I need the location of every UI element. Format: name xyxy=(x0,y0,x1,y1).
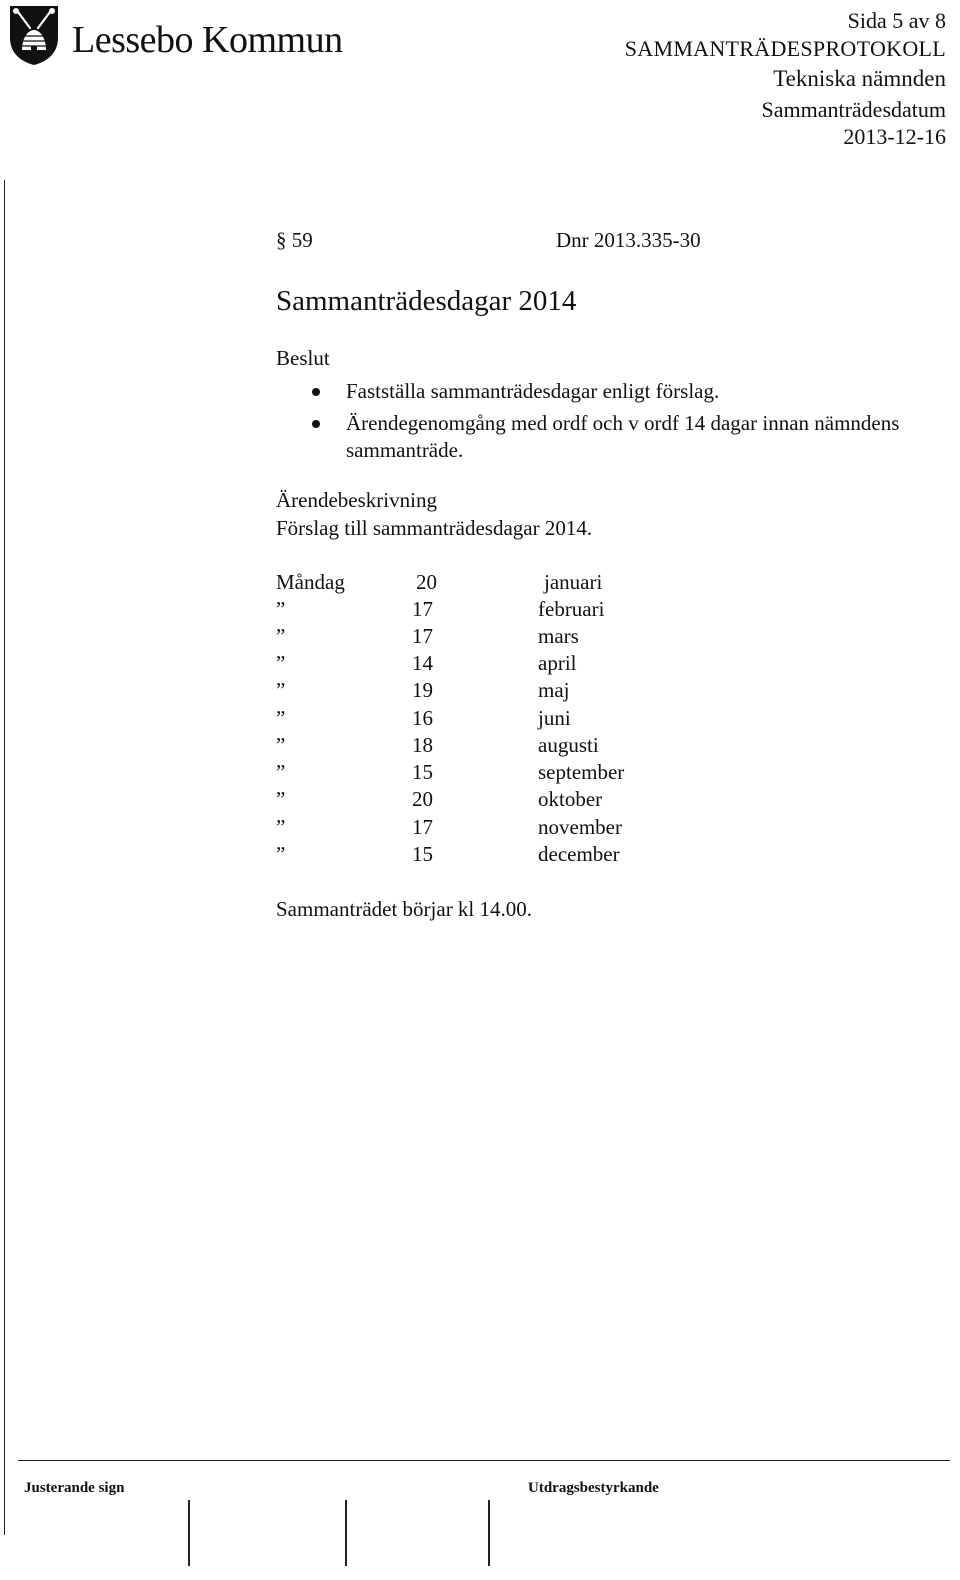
schedule-date: 19 xyxy=(412,678,433,702)
schedule-month: mars xyxy=(538,624,579,648)
schedule-month: april xyxy=(538,651,577,675)
paragraph-mark: § xyxy=(276,228,287,252)
signature-divider xyxy=(488,1500,490,1566)
schedule-date: 20 xyxy=(416,570,437,594)
schedule-month: december xyxy=(538,842,620,866)
schedule-day: ” xyxy=(276,787,286,811)
schedule-month: oktober xyxy=(538,787,603,811)
schedule-day: ” xyxy=(276,842,286,866)
decision-list xyxy=(276,378,936,464)
schedule-day: ” xyxy=(276,624,286,648)
signature-divider xyxy=(345,1500,347,1566)
schedule-day: ” xyxy=(276,597,286,621)
schedule-row xyxy=(276,570,696,597)
footer-divider xyxy=(18,1460,950,1461)
logo-text: Lessebo Kommun xyxy=(72,19,343,61)
schedule-month: juni xyxy=(538,706,571,730)
section-title: Sammanträdesdagar 2014 xyxy=(276,285,577,317)
dnr-reference: Dnr 2013.335-30 xyxy=(556,228,701,252)
description-intro: Förslag till sammanträdesdagar 2014. xyxy=(276,516,593,540)
schedule-date: 15 xyxy=(412,760,433,784)
meeting-date: 2013-12-16 xyxy=(843,124,946,149)
schedule-day: ” xyxy=(276,651,286,675)
schedule-month: februari xyxy=(538,597,605,621)
board-name: Tekniska nämnden xyxy=(773,66,946,91)
date-label: Sammanträdesdatum xyxy=(761,97,946,122)
closing-note: Sammanträdet börjar kl 14.00. xyxy=(276,897,533,921)
justerande-label: Justerande sign xyxy=(24,1480,125,1496)
decision-item-text: Ärendegenomgång med ordf och v ordf 14 dagar innan nämndens sammanträde. xyxy=(346,411,900,462)
schedule-day: ” xyxy=(276,815,286,839)
bullet-icon xyxy=(312,420,320,428)
schedule-month: januari xyxy=(544,570,603,594)
signature-divider xyxy=(188,1500,190,1566)
section-number-value: 59 xyxy=(291,228,313,252)
schedule-month: maj xyxy=(538,678,570,702)
left-margin-line xyxy=(4,180,5,1535)
schedule-month: november xyxy=(538,815,622,839)
schedule-row xyxy=(276,815,696,842)
page-number: Sida 5 av 8 xyxy=(847,8,946,33)
schedule-month: september xyxy=(538,760,625,784)
description-heading: Ärendebeskrivning xyxy=(276,488,437,512)
decision-item xyxy=(276,378,936,405)
schedule-row xyxy=(276,597,696,624)
schedule-date: 15 xyxy=(412,842,433,866)
schedule-row xyxy=(276,624,696,651)
bullet-icon xyxy=(312,388,320,396)
schedule-day: Måndag xyxy=(276,570,345,594)
utdrag-label: Utdragsbestyrkande xyxy=(528,1480,659,1496)
schedule-day: ” xyxy=(276,678,286,702)
schedule-date: 17 xyxy=(412,624,433,648)
schedule-row xyxy=(276,706,696,733)
schedule-date: 14 xyxy=(412,651,433,675)
document-type: SAMMANTRÄDESPROTOKOLL xyxy=(624,36,946,61)
schedule-date: 17 xyxy=(412,597,433,621)
decision-item-text: Fastställa sammanträdesdagar enligt förslag. xyxy=(346,379,720,403)
schedule-row xyxy=(276,760,696,787)
schedule-date: 16 xyxy=(412,706,433,730)
schedule-row xyxy=(276,678,696,705)
schedule-month: augusti xyxy=(538,733,599,757)
schedule-day: ” xyxy=(276,760,286,784)
schedule-date: 20 xyxy=(412,787,433,811)
schedule-row xyxy=(276,733,696,760)
schedule-row xyxy=(276,842,696,869)
schedule-row xyxy=(276,787,696,814)
municipality-logo xyxy=(6,4,366,68)
section-number xyxy=(276,228,313,253)
decision-heading: Beslut xyxy=(276,346,330,370)
schedule-day: ” xyxy=(276,733,286,757)
decision-item xyxy=(276,410,936,464)
schedule-date: 18 xyxy=(412,733,433,757)
schedule-day: ” xyxy=(276,706,286,730)
schedule-row xyxy=(276,651,696,678)
coat-of-arms-icon xyxy=(6,4,62,66)
schedule-date: 17 xyxy=(412,815,433,839)
